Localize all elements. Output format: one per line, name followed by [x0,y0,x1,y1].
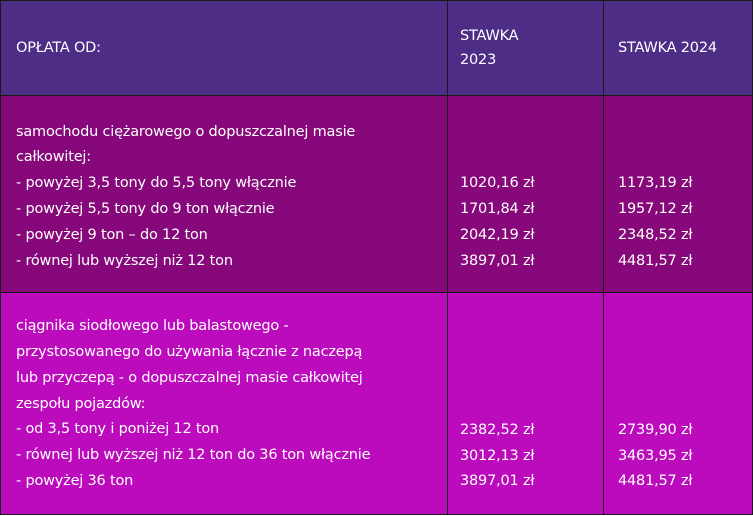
table-row [1,293,753,515]
rate-2023-cell [448,96,604,293]
rate-2023-value: 2042,19 zł [460,227,535,243]
rate-2023-value: 2382,52 zł [460,421,535,438]
header-fee: OPŁATA OD: [1,1,448,96]
rate-2024-value: 4481,57 zł [618,252,693,269]
header-rate-2024: STAWKA 2024 [604,1,753,96]
header-rate-2023-line2: 2023 [460,52,497,68]
rate-2023-value: 3897,01 zł [460,473,535,490]
description-line: - od 3,5 tony i poniżej 12 ton [16,421,220,438]
rate-2023-value: 3012,13 zł [460,447,535,464]
description-line: zespołu pojazdów: [16,395,146,412]
row-description-tractors [1,293,448,515]
header-rate-2023 [448,1,604,96]
header-rate-2023-line1: STAWKA [460,28,519,44]
description-line: - równej lub wyższej niż 12 ton do 36 ton włącznie [16,447,371,464]
table-row [1,96,753,293]
rate-2024-value: 2348,52 zł [618,227,693,243]
rate-2023-cell [448,293,604,515]
description-line: lub przyczepą - o dopuszczalnej masie całkowitej [16,369,363,386]
rate-2024-value: 1957,12 zł [618,201,693,218]
description-line: całkowitej: [16,149,91,166]
rate-2024-cell [604,293,753,515]
description-line: - równej lub wyższej niż 12 ton [16,252,233,269]
rate-2024-value: 1173,19 zł [618,175,693,192]
description-line: - powyżej 9 ton – do 12 ton [16,226,208,243]
description-line: samochodu ciężarowego o dopuszczalnej masie [16,123,356,140]
description-line: - powyżej 36 ton [16,472,134,489]
table-header-row [1,1,753,96]
rate-2024-value: 3463,95 zł [618,447,693,464]
rate-2024-cell [604,96,753,293]
description-line: - powyżej 3,5 tony do 5,5 tony włącznie [16,175,297,192]
description-line: ciągnika siodłowego lub balastowego - [16,318,289,335]
rate-2024-value: 2739,90 zł [618,421,693,438]
description-line: - powyżej 5,5 tony do 9 ton włącznie [16,201,275,217]
description-line: przystosowanego do używania łącznie z naczepą [16,344,363,360]
rate-2024-value: 4481,57 zł [618,473,693,490]
row-description-trucks [1,96,448,293]
rate-2023-value: 3897,01 zł [460,252,535,269]
rate-2023-value: 1701,84 zł [460,201,535,218]
rate-2023-value: 1020,16 zł [460,175,535,192]
